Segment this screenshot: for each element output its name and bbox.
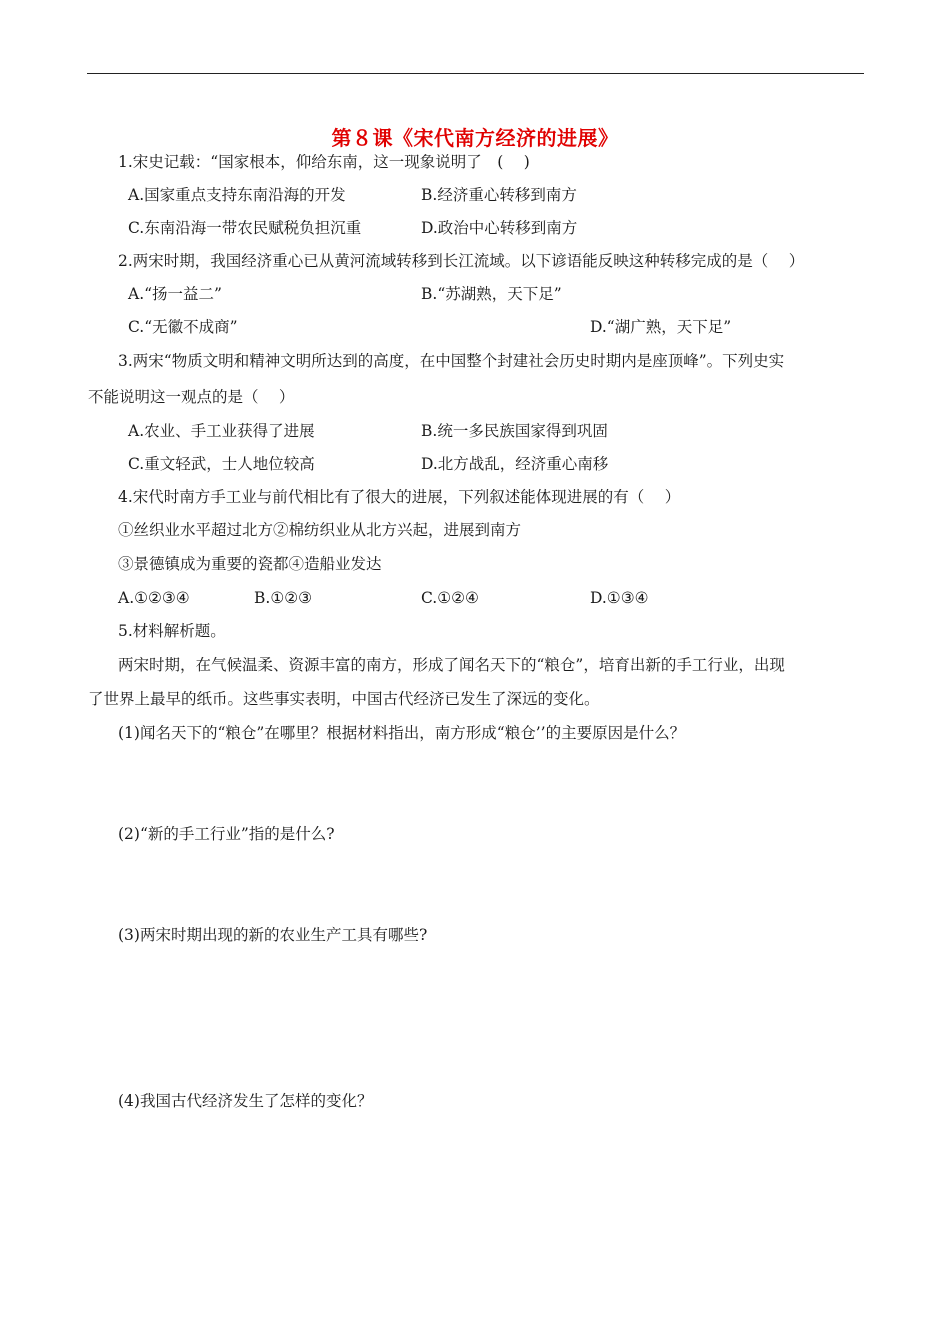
q4-option-d: D.①③④ <box>590 589 649 607</box>
header-rule <box>87 73 864 74</box>
q3-stem-line2: 不能说明这一观点的是（ ） <box>88 388 295 406</box>
q5-subquestion-2: (2)“新的手工行业”指的是什么? <box>118 825 335 843</box>
q1-option-b: B.经济重心转移到南方 <box>421 186 577 204</box>
q3-option-a: A.农业、手工业获得了进展 <box>128 422 315 440</box>
q4-stem: 4.宋代时南方手工业与前代相比有了很大的进展，下列叙述能体现进展的有（ ） <box>118 488 681 506</box>
q4-option-a: A.①②③④ <box>118 589 190 607</box>
q3-stem-line1: 3.两宋“物质文明和精神文明所达到的高度，在中国整个封建社会历史时期内是座顶峰”。下列史实 <box>118 352 785 370</box>
q2-option-a: A.“扬一益二” <box>128 285 222 303</box>
q4-statement-1: ①丝织业水平超过北方②棉纺织业从北方兴起，进展到南方 <box>118 521 522 539</box>
q5-stem: 5.材料解析题。 <box>118 622 226 640</box>
q5-subquestion-1: (1)闻名天下的“粮仓”在哪里？根据材料指出，南方形成“粮仓’’的主要原因是什么？ <box>118 724 686 742</box>
page-title: 第８课《宋代南方经济的进展》 <box>331 126 619 150</box>
q4-option-c: C.①②④ <box>421 589 479 607</box>
q4-option-b: B.①②③ <box>254 589 313 607</box>
q5-subquestion-4: (4)我国古代经济发生了怎样的变化？ <box>118 1092 373 1110</box>
q3-option-d: D.北方战乱，经济重心南移 <box>421 455 609 473</box>
q5-material-line1: 两宋时期，在气候温柔、资源丰富的南方，形成了闻名天下的“粮仓”，培育出新的手工行业，出现 <box>118 656 785 674</box>
q3-option-c: C.重文轻武，士人地位较高 <box>128 455 315 473</box>
q1-option-c: C.东南沿海一带农民赋税负担沉重 <box>128 219 362 237</box>
q5-subquestion-3: (3)两宋时期出现的新的农业生产工具有哪些? <box>118 926 428 944</box>
q5-material-line2: 了世界上最早的纸币。这些事实表明，中国古代经济已发生了深远的变化。 <box>88 690 600 708</box>
q2-stem: 2.两宋时期，我国经济重心已从黄河流域转移到长江流域。以下谚语能反映这种转移完成的是（ ） <box>118 252 805 270</box>
q4-statement-2: ③景德镇成为重要的瓷都④造船业发达 <box>118 555 382 573</box>
q1-option-a: A.国家重点支持东南沿海的开发 <box>128 186 346 204</box>
q2-option-d: D.“湖广熟，天下足” <box>590 318 732 336</box>
q1-stem: 1.宋史记载：“国家根本，仰给东南，这一现象说明了 ( ) <box>118 153 530 171</box>
q3-option-b: B.统一多民族国家得到巩固 <box>421 422 608 440</box>
q2-option-c: C.“无徽不成商” <box>128 318 238 336</box>
q1-option-d: D.政治中心转移到南方 <box>421 219 578 237</box>
q2-option-b: B.“苏湖熟，天下足” <box>421 285 562 303</box>
